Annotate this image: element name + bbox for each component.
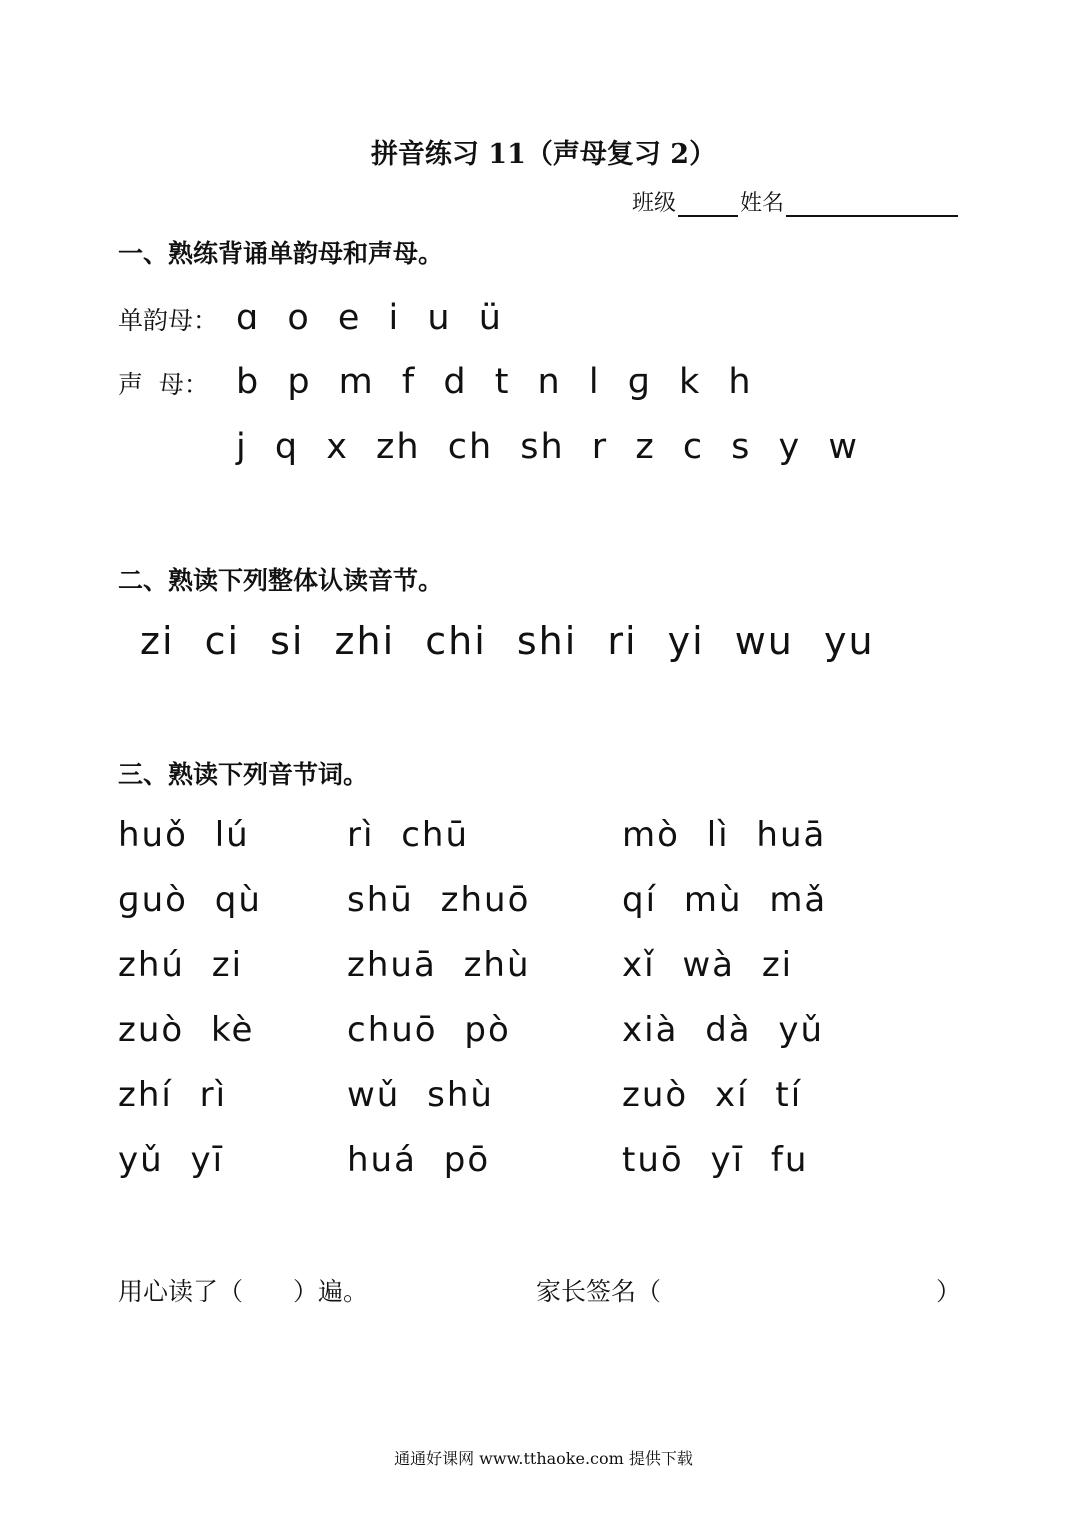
initials-label: 声 母：	[118, 370, 209, 399]
student-info	[632, 186, 960, 217]
word-item: ɡuò qù	[118, 880, 262, 920]
name-blank[interactable]	[786, 191, 958, 217]
word-item: rì chū	[347, 815, 470, 855]
class-blank[interactable]	[678, 191, 738, 217]
word-item: qí mù mǎ	[622, 880, 828, 920]
word-item: tuō yī fu	[622, 1140, 809, 1180]
reading-record	[118, 1272, 961, 1308]
initials-list-2: j q x zh ch sh r z c s y w	[236, 427, 860, 467]
word-item: xǐ wà zi	[622, 945, 794, 985]
word-item: huǒ lú	[118, 815, 250, 855]
section1-heading: 一、熟练背诵单韵母和声母。	[118, 239, 444, 268]
word-item: shū zhuō	[347, 880, 531, 920]
vowels-row	[118, 298, 503, 338]
section2-heading: 二、熟读下列整体认读音节。	[118, 566, 444, 595]
initials-list-1: b p m f d t n l ɡ k h	[236, 362, 753, 402]
word-item: zuò kè	[118, 1010, 255, 1050]
download-credit: 通通好课网 www.tthaoke.com 提供下载	[394, 1449, 693, 1468]
section3-heading: 三、熟读下列音节词。	[118, 760, 369, 789]
word-item: wǔ shù	[347, 1075, 494, 1115]
initials-row-1	[118, 362, 753, 402]
read-times-field[interactable]: 用心读了（ ）遍。	[118, 1277, 369, 1306]
word-item: chuō pò	[347, 1010, 511, 1050]
name-label: 姓名	[740, 191, 785, 216]
word-item: zhí rì	[118, 1075, 228, 1115]
word-item: yǔ yī	[118, 1140, 225, 1180]
vowels-list: ɑ o e i u ü	[236, 298, 503, 338]
whole-syllables: zi ci si zhi chi shi ri yi wu yu	[140, 619, 875, 663]
vowels-label: 单韵母：	[118, 306, 219, 335]
page-title: 拼音练习 11（声母复习 2）	[370, 139, 717, 170]
initials-row-2	[236, 427, 859, 467]
word-item: zuò xí tí	[622, 1075, 803, 1115]
parent-signature-field[interactable]: 家长签名（ ）	[536, 1277, 962, 1306]
word-item: mò lì huā	[622, 815, 827, 855]
word-item: xià dà yǔ	[622, 1010, 825, 1050]
word-item: huá pō	[347, 1140, 491, 1180]
word-item: zhuā zhù	[347, 945, 531, 985]
word-item: zhú zi	[118, 945, 244, 985]
class-label: 班级	[632, 191, 677, 216]
